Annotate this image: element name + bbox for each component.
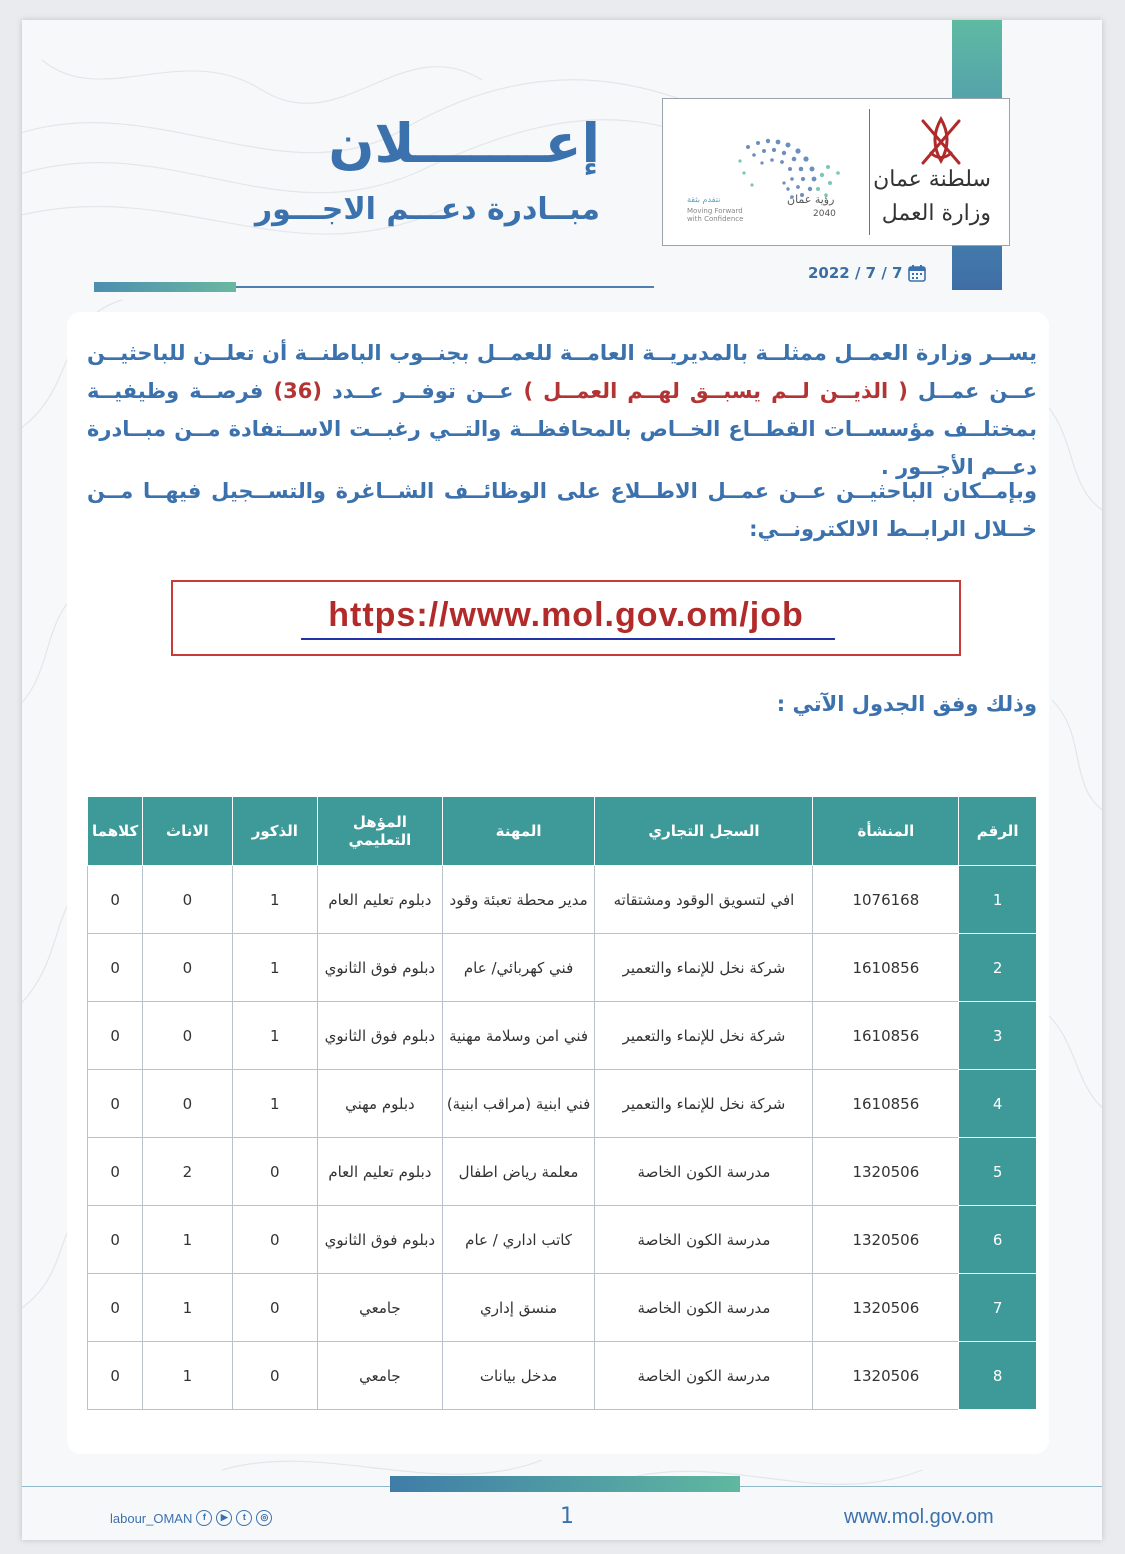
youtube-icon[interactable]: ▶ [216, 1510, 232, 1526]
cell-qualification: جامعي [318, 1342, 443, 1410]
cell-number: 6 [959, 1206, 1037, 1274]
job-link[interactable]: https://www.mol.gov.om/job [328, 596, 804, 634]
page-title: إعـــــــلان [328, 112, 600, 175]
cell-profession: كاتب اداري / عام [442, 1206, 595, 1274]
cell-commercial-register: مدرسة الكون الخاصة [595, 1274, 813, 1342]
cell-commercial-register: افي لتسويق الوقود ومشتقاته [595, 866, 813, 934]
intro-highlight-condition: ( الذيــن لــم يسبــق لهــم العمــل ) [523, 379, 908, 403]
cell-both: 0 [88, 1206, 143, 1274]
cell-males: 0 [232, 1206, 318, 1274]
intro-paragraph [87, 334, 1037, 486]
table-row [88, 866, 1037, 934]
table-intro-text: وذلك وفق الجدول الآتي : [776, 692, 1037, 716]
announcement-page [22, 20, 1102, 1540]
table-row [88, 1342, 1037, 1410]
content-card [67, 312, 1049, 1454]
cell-both: 0 [88, 866, 143, 934]
cell-qualification: جامعي [318, 1274, 443, 1342]
social-handle[interactable]: labour_OMAN [110, 1510, 193, 1526]
logo-divider [869, 109, 870, 235]
cell-profession: معلمة رياض اطفال [442, 1138, 595, 1206]
cell-both: 0 [88, 1138, 143, 1206]
cell-qualification: دبلوم مهني [318, 1070, 443, 1138]
announcement-date [808, 264, 926, 282]
cell-number: 4 [959, 1070, 1037, 1138]
cell-males: 0 [232, 1138, 318, 1206]
cell-males: 1 [232, 1002, 318, 1070]
cell-females: 2 [143, 1138, 232, 1206]
footer-accent-bar [390, 1476, 740, 1492]
header-females: الاناث [143, 797, 232, 866]
footer-website-link[interactable]: www.mol.gov.om [844, 1506, 994, 1528]
ministry-logo-box [662, 98, 1010, 246]
cell-profession: فني ابنية (مراقب ابنية) [442, 1070, 595, 1138]
intro-text-3: فرصــة وظيفيــة بمختلــف مؤسســات القطــاع الخــاص بالمحافظــة والتــي رغبــت الاســتفادة مــن مبــادرة دعــم الأجــور . [87, 379, 1037, 479]
header-profession: المهنة [442, 797, 595, 866]
table-row [88, 1002, 1037, 1070]
cell-commercial-register: مدرسة الكون الخاصة [595, 1138, 813, 1206]
cell-establishment: 1610856 [813, 934, 959, 1002]
cell-establishment: 1610856 [813, 1070, 959, 1138]
header-qualification: المؤهل التعليمي [318, 797, 443, 866]
jobs-table [87, 796, 1037, 1410]
oman-emblem-icon [911, 113, 971, 171]
registration-paragraph: وبإمــكان الباحثيــن عــن عمــل الاطــلاع على الوظائــف الشــاغرة والتســجيل فيهــا مــن خــلال الرابــط الالكترونــي: [87, 479, 1037, 541]
cell-establishment: 1320506 [813, 1274, 959, 1342]
cell-establishment: 1610856 [813, 1002, 959, 1070]
facebook-icon[interactable]: f [196, 1510, 212, 1526]
cell-commercial-register: مدرسة الكون الخاصة [595, 1206, 813, 1274]
cell-commercial-register: مدرسة الكون الخاصة [595, 1342, 813, 1410]
header-both: كلاهما [88, 797, 143, 866]
cell-number: 5 [959, 1138, 1037, 1206]
cell-females: 0 [143, 1002, 232, 1070]
jobs-table-body [88, 866, 1037, 1410]
cell-females: 0 [143, 1070, 232, 1138]
table-row [88, 1206, 1037, 1274]
cell-males: 1 [232, 866, 318, 934]
logo-ministry-text: وزارة العمل [881, 201, 991, 226]
header-males: الذكور [232, 797, 318, 866]
cell-establishment: 1320506 [813, 1206, 959, 1274]
intro-highlight-count: (36) [273, 379, 322, 403]
cell-number: 7 [959, 1274, 1037, 1342]
cell-qualification: دبلوم فوق الثانوي [318, 1002, 443, 1070]
logo-sultanate-text: سلطنة عمان [873, 167, 991, 192]
cell-commercial-register: شركة نخل للإنماء والتعمير [595, 1070, 813, 1138]
cell-qualification: دبلوم فوق الثانوي [318, 934, 443, 1002]
header-commercial-register: السجل التجاري [595, 797, 813, 866]
cell-both: 0 [88, 1002, 143, 1070]
cell-qualification: دبلوم فوق الثانوي [318, 1206, 443, 1274]
cell-both: 0 [88, 1070, 143, 1138]
cell-number: 1 [959, 866, 1037, 934]
vision-year: 2040 [813, 209, 836, 219]
table-row [88, 1274, 1037, 1342]
cell-males: 1 [232, 934, 318, 1002]
cell-number: 2 [959, 934, 1037, 1002]
job-link-underline [301, 638, 835, 640]
cell-both: 0 [88, 934, 143, 1002]
header-number: الرقم [959, 797, 1037, 866]
cell-females: 1 [143, 1342, 232, 1410]
cell-number: 3 [959, 1002, 1037, 1070]
cell-establishment: 1076168 [813, 866, 959, 934]
twitter-icon[interactable]: t [236, 1510, 252, 1526]
cell-females: 0 [143, 866, 232, 934]
cell-profession: فني كهربائي/ عام [442, 934, 595, 1002]
cell-commercial-register: شركة نخل للإنماء والتعمير [595, 1002, 813, 1070]
cell-profession: مدير محطة تعبئة وقود [442, 866, 595, 934]
cell-males: 0 [232, 1274, 318, 1342]
cell-males: 1 [232, 1070, 318, 1138]
header-establishment: المنشأة [813, 797, 959, 866]
cell-profession: مدخل بيانات [442, 1342, 595, 1410]
title-underline-accent [94, 282, 236, 292]
cell-females: 1 [143, 1274, 232, 1342]
cell-number: 8 [959, 1342, 1037, 1410]
cell-establishment: 1320506 [813, 1342, 959, 1410]
cell-both: 0 [88, 1342, 143, 1410]
intro-text-2: عــن توفــر عــدد [321, 379, 524, 403]
cell-qualification: دبلوم تعليم العام [318, 1138, 443, 1206]
page-subtitle: مبــادرة دعـــم الاجـــور [254, 192, 600, 227]
cell-both: 0 [88, 1274, 143, 1342]
slogan-arabic: نتقدم بثقة [687, 195, 721, 204]
cell-females: 0 [143, 934, 232, 1002]
job-link-box[interactable] [171, 580, 961, 656]
page-number: 1 [560, 1504, 574, 1529]
slogan-english: Moving Forward with Confidence [687, 207, 744, 223]
table-row [88, 934, 1037, 1002]
table-header-row [88, 797, 1037, 866]
cell-qualification: دبلوم تعليم العام [318, 866, 443, 934]
calendar-icon [908, 264, 926, 282]
intro-text-1: يســر وزارة العمــل ممثلــة بالمديريــة العامــة للعمــل بجنــوب الباطنــة أن تعلــن للباحثيــن عــن عمــل [87, 341, 1038, 403]
cell-males: 0 [232, 1342, 318, 1410]
instagram-icon[interactable]: ◎ [256, 1510, 272, 1526]
table-row [88, 1138, 1037, 1206]
cell-establishment: 1320506 [813, 1138, 959, 1206]
cell-commercial-register: شركة نخل للإنماء والتعمير [595, 934, 813, 1002]
cell-profession: منسق إداري [442, 1274, 595, 1342]
vision-label: رؤية عمان [787, 193, 835, 206]
table-row [88, 1070, 1037, 1138]
cell-profession: فني امن وسلامة مهنية [442, 1002, 595, 1070]
footer-social [110, 1510, 272, 1526]
date-text: 2022 / 7 / 7 [808, 264, 903, 282]
cell-females: 1 [143, 1206, 232, 1274]
